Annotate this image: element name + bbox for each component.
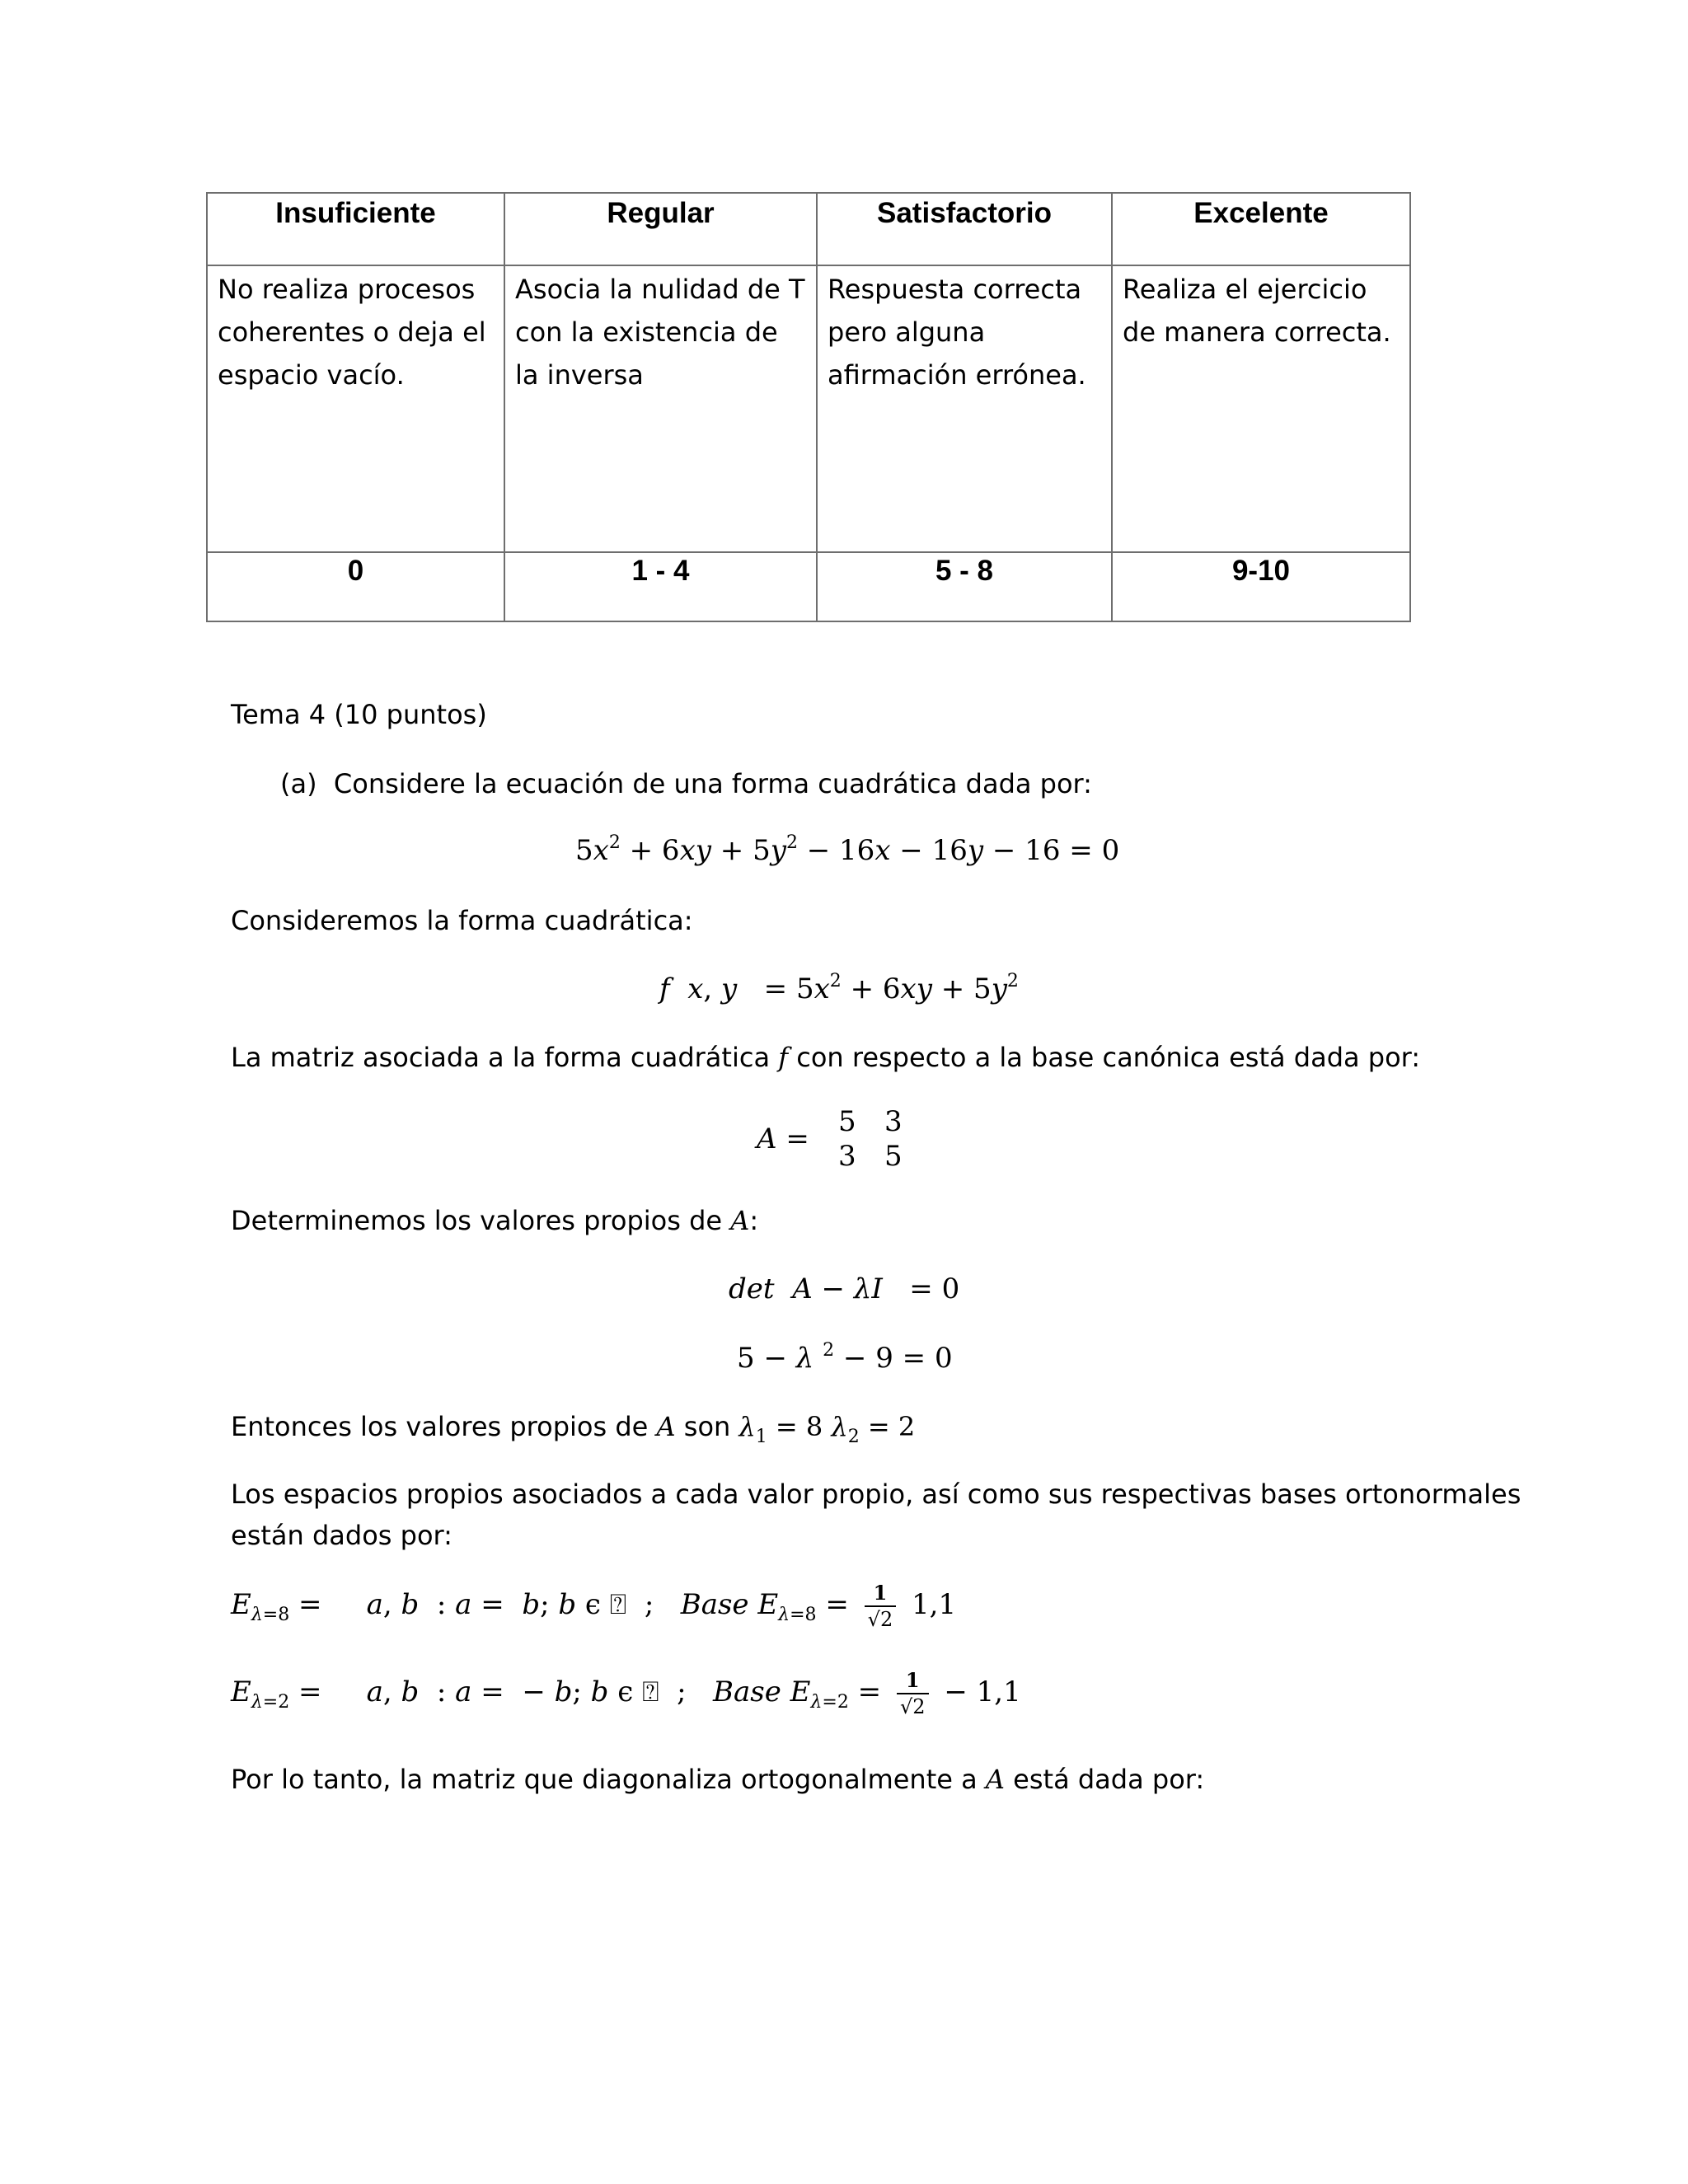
- rubric-desc-satisfactorio: Respuesta correcta pero alguna afirmación errónea.: [817, 265, 1112, 552]
- item-a: [280, 768, 1092, 799]
- fraction-one-over-sqrt2: $\frac{1}{√2}$: [865, 1581, 897, 1632]
- eigenspace-lambda-2: $E_{\lambda=2}$ = a, b : a = − b; b ϵ ⍰ ; Base $E_{\lambda=2}$ = $\frac{1}{√2}$ − 1,1: [231, 1668, 1021, 1718]
- matriz-asociada-text: [231, 1042, 1420, 1073]
- lambda-2-value: 2: [898, 1411, 916, 1442]
- determinemos-pre: Determinemos los valores propios de: [231, 1205, 731, 1236]
- rubric-header-insuficiente: Insuficiente: [207, 193, 504, 265]
- matriz-asociada-pre: La matriz asociada a la forma cuadrática: [231, 1042, 779, 1073]
- matrix-a-label: A =: [757, 1122, 809, 1155]
- consideremos-text: Consideremos la forma cuadrática:: [231, 905, 693, 936]
- rubric-desc-excelente: Realiza el ejercicio de manera correcta.: [1112, 265, 1410, 552]
- por-lo-tanto-a: A: [985, 1764, 1005, 1795]
- matrix-a-12: 3: [884, 1105, 903, 1138]
- rubric-score-insuficiente: 0: [207, 552, 504, 621]
- basis-8-vector: 1,1: [912, 1588, 957, 1621]
- lambda-1-value: 8: [805, 1411, 823, 1442]
- eigenvalues-text: [231, 1411, 916, 1447]
- matrix-a-entries: [824, 1104, 917, 1174]
- espacios-line-1: Los espacios propios asociados a cada valor propio, así como sus respectivas bases ortonormales: [231, 1479, 1522, 1510]
- characteristic-polynomial: 5 − λ $^2$ − 9 = 0: [737, 1340, 953, 1375]
- rubric-score-excelente: 9-10: [1112, 552, 1410, 621]
- rubric-description-row: [207, 265, 1410, 552]
- determinemos-text: [231, 1205, 758, 1236]
- rubric-desc-regular: Asocia la nulidad de T con la existencia de la inversa: [504, 265, 817, 552]
- rubric-header-satisfactorio: Satisfactorio: [817, 193, 1112, 265]
- por-lo-tanto-text: [231, 1764, 1204, 1795]
- unknown-glyph: ⍰: [642, 1675, 659, 1708]
- entonces-pre: Entonces los valores propios de: [231, 1411, 657, 1442]
- rubric-score-row: [207, 552, 1410, 621]
- rubric-table: [206, 192, 1411, 622]
- rubric-header-row: [207, 193, 1410, 265]
- quadratic-form: f x, $y = 5x^2 + 6xy + 5y^2$: [659, 971, 1019, 1005]
- item-a-text: Considere la ecuación de una forma cuadrática dada por:: [333, 768, 1092, 799]
- quadratic-equation: $5x^2 + 6xy + 5y^2 - 16x - 16y - 16 = 0$: [575, 832, 1120, 867]
- eigenspace-lambda-8: $E_{\lambda=8}$ = a, b : a = b; b ϵ ⍰ ; Base $E_{\lambda=8}$ = $\frac{1}{√2}$ 1,1: [231, 1581, 957, 1631]
- rubric-score-regular: 1 - 4: [504, 552, 817, 621]
- basis-2-vector: − 1,1: [944, 1675, 1021, 1708]
- item-a-label: (a): [280, 768, 317, 799]
- rubric-score-satisfactorio: 5 - 8: [817, 552, 1112, 621]
- matriz-asociada-f: f: [778, 1042, 789, 1073]
- entonces-son: son: [675, 1411, 739, 1442]
- determinemos-a: A: [730, 1205, 750, 1236]
- matrix-a-22: 5: [884, 1140, 903, 1173]
- matriz-asociada-post: con respecto a la base canónica está dada por:: [788, 1042, 1421, 1073]
- fraction-one-over-sqrt2: $\frac{1}{√2}$: [897, 1668, 929, 1719]
- determinant-equation: det A − λI = 0: [729, 1272, 960, 1305]
- matrix-a-11: 5: [838, 1105, 856, 1138]
- espacios-line-2: están dados por:: [231, 1520, 452, 1551]
- eigenvalues-math: $\lambda_1 = 8$ $\lambda_2 = 2$: [738, 1411, 916, 1447]
- rubric-desc-insuficiente: No realiza procesos coherentes o deja el espacio vacío.: [207, 265, 504, 552]
- por-lo-tanto-pre: Por lo tanto, la matriz que diagonaliza ortogonalmente a: [231, 1764, 986, 1795]
- rubric-header-regular: Regular: [504, 193, 817, 265]
- unknown-glyph: ⍰: [609, 1588, 627, 1621]
- matrix-a-21: 3: [838, 1140, 856, 1173]
- matrix-a: [757, 1104, 917, 1174]
- rubric-header-excelente: Excelente: [1112, 193, 1410, 265]
- tema-heading: Tema 4 (10 puntos): [231, 699, 487, 730]
- determinemos-post: :: [749, 1205, 759, 1236]
- entonces-a: A: [656, 1411, 676, 1442]
- por-lo-tanto-post: está dada por:: [1005, 1764, 1205, 1795]
